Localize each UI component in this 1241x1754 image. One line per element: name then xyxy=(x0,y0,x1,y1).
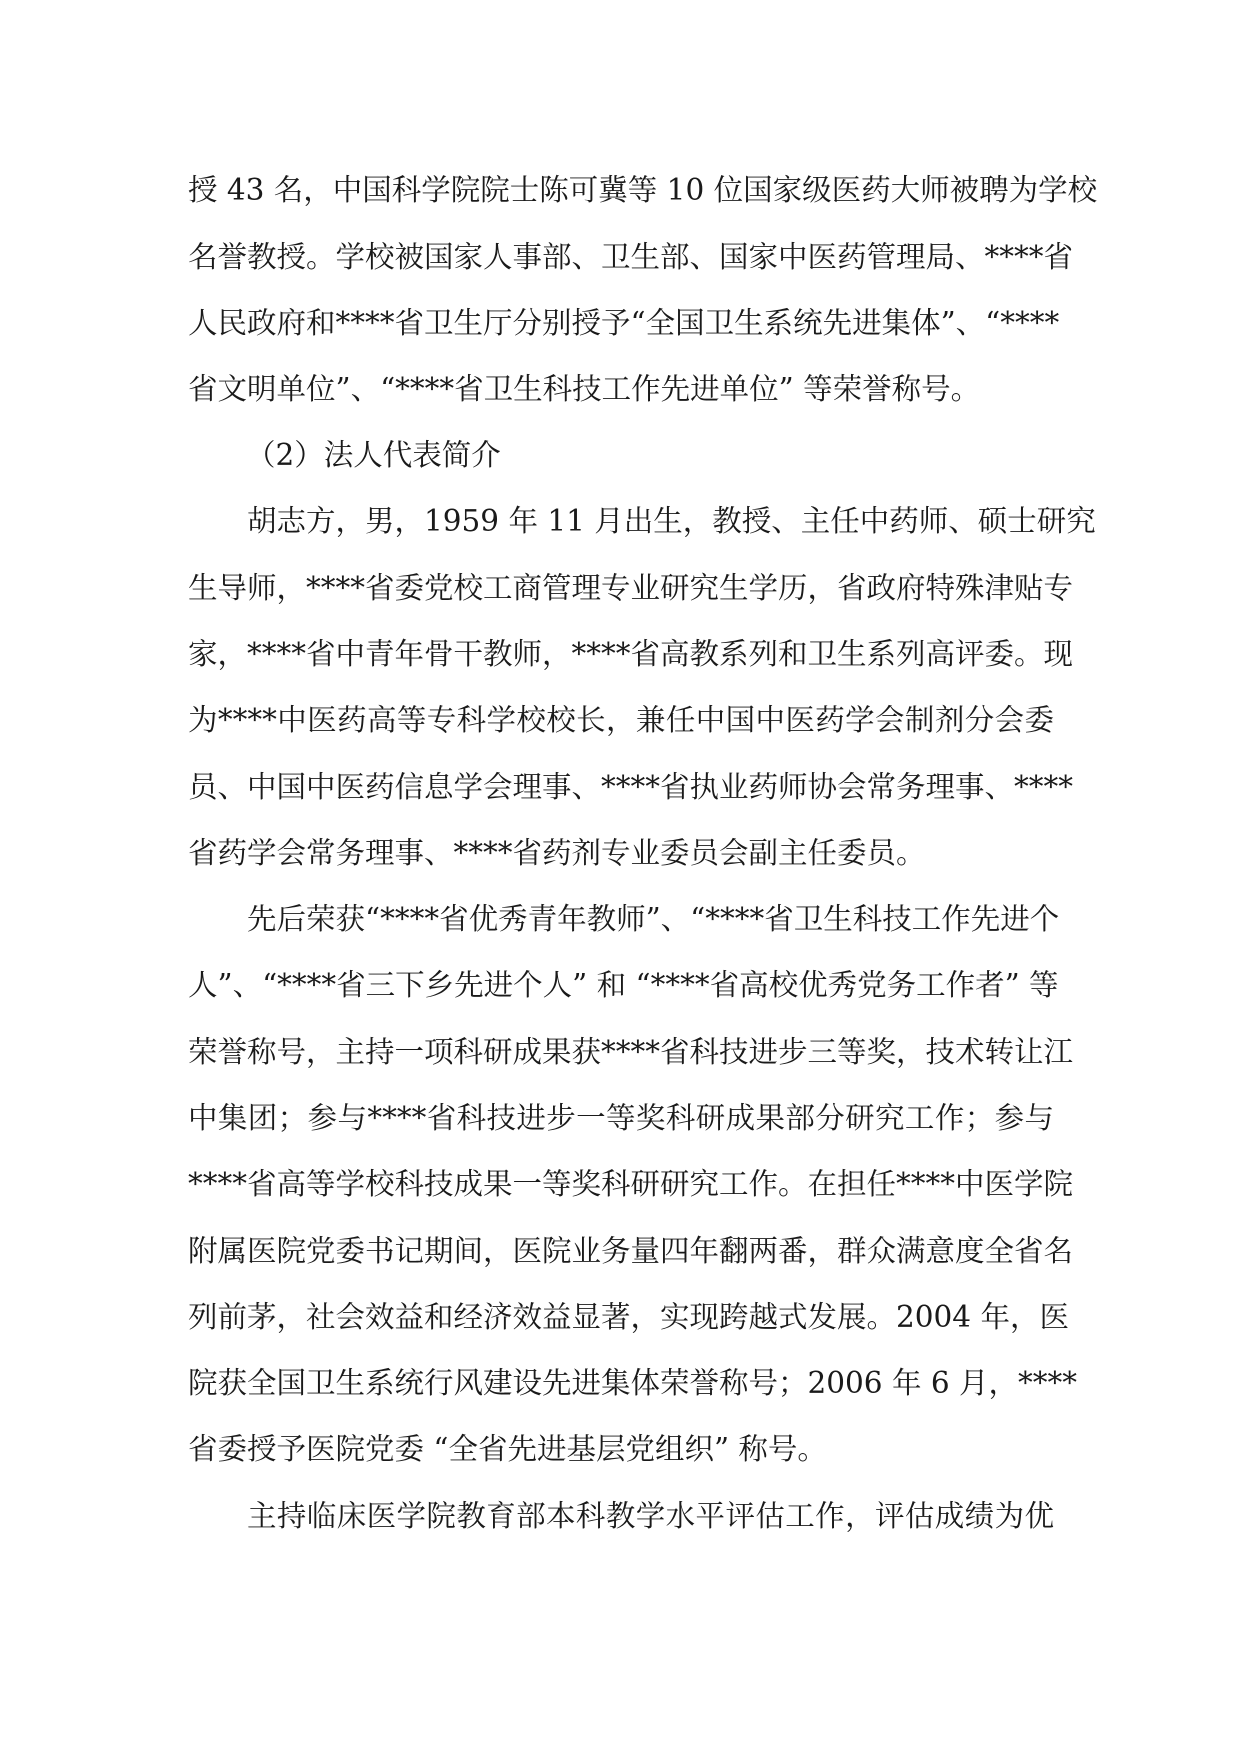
body-text-line: 员、中国中医药信息学会理事、****省执业药师协会常务理事、**** xyxy=(188,770,1074,804)
body-text-line: 家，****省中青年骨干教师，****省高教系列和卫生系列高评委。现 xyxy=(188,637,1074,671)
body-text-line: 列前茅，社会效益和经济效益显著，实现跨越式发展。2004 年，医 xyxy=(188,1300,1069,1334)
body-text-line: 荣誉称号，主持一项科研成果获****省科技进步三等奖，技术转让江 xyxy=(188,1035,1074,1069)
body-text-line: 附属医院党委书记期间，医院业务量四年翻两番，群众满意度全省名 xyxy=(188,1234,1074,1268)
paragraph-first-line: 先后荣获“****省优秀青年教师”、“****省卫生科技工作先进个 xyxy=(247,902,1060,936)
body-text-line: 授 43 名，中国科学院院士陈可冀等 10 位国家级医药大师被聘为学校 xyxy=(188,173,1098,207)
body-text-line: 省药学会常务理事、****省药剂专业委员会副主任委员。 xyxy=(188,836,926,870)
body-text-line: 中集团；参与****省科技进步一等奖科研成果部分研究工作；参与 xyxy=(188,1101,1054,1135)
body-text-line: 生导师，****省委党校工商管理专业研究生学历，省政府特殊津贴专 xyxy=(188,571,1074,605)
paragraph-first-line: 主持临床医学院教育部本科教学水平评估工作，评估成绩为优 xyxy=(247,1499,1054,1533)
body-text-line: 人民政府和****省卫生厅分别授予“全国卫生系统先进集体”、“**** xyxy=(188,306,1060,340)
body-text-line: ****省高等学校科技成果一等奖科研研究工作。在担任****中医学院 xyxy=(188,1167,1074,1201)
body-text-line: 省文明单位”、“****省卫生科技工作先进单位” 等荣誉称号。 xyxy=(188,372,981,406)
section-heading: （2）法人代表简介 xyxy=(246,438,501,472)
body-text-line: 名誉教授。学校被国家人事部、卫生部、国家中医药管理局、****省 xyxy=(188,240,1074,274)
body-text-line: 为****中医药高等专科学校校长，兼任中国中医药学会制剂分会委 xyxy=(188,703,1054,737)
body-text-line: 人”、“****省三下乡先进个人” 和 “****省高校优秀党务工作者” 等 xyxy=(188,968,1059,1002)
body-text-line: 省委授予医院党委 “全省先进基层党组织” 称号。 xyxy=(188,1432,827,1466)
paragraph-first-line: 胡志方，男，1959 年 11 月出生，教授、主任中药师、硕士研究 xyxy=(247,504,1096,538)
body-text-line: 院获全国卫生系统行风建设先进集体荣誉称号；2006 年 6 月，**** xyxy=(188,1366,1077,1400)
